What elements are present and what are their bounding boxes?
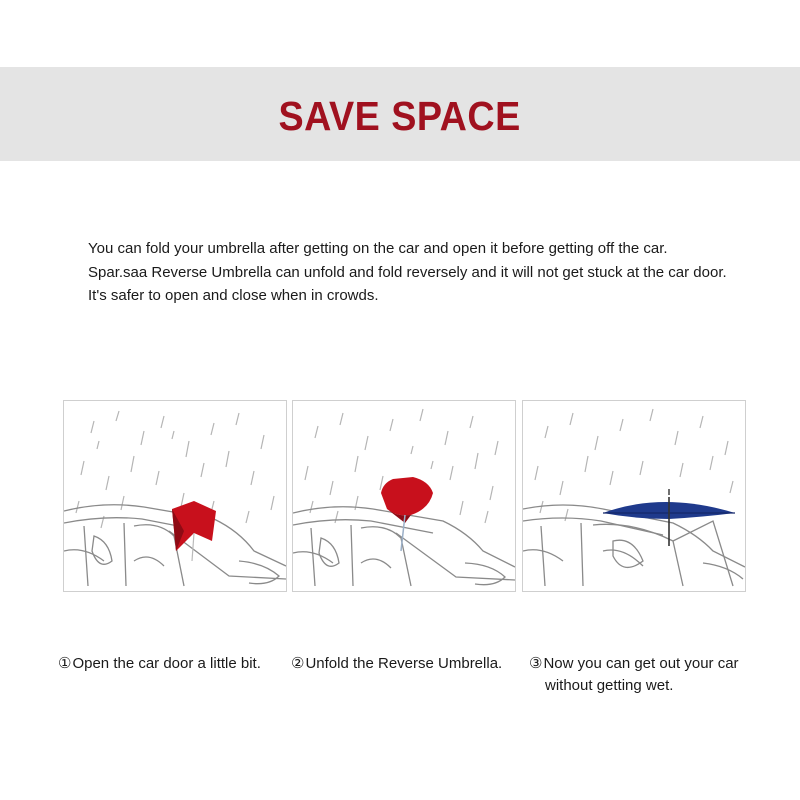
step-number: ③: [529, 655, 543, 672]
intro-text: [88, 237, 768, 308]
step-text-continued: without getting wet.: [545, 677, 674, 694]
title-banner: [0, 67, 800, 161]
umbrella-open-illustration: [523, 401, 745, 591]
step-3-illustration: [522, 400, 746, 592]
step-3-caption: [529, 653, 739, 697]
umbrella-icon: [381, 477, 433, 551]
step-text: Now you can get out your car: [543, 655, 739, 672]
step-2-caption: [291, 653, 502, 675]
step-number: ②: [291, 655, 305, 672]
car-door-umbrella-opening-illustration: [64, 401, 286, 591]
umbrella-icon: [603, 489, 735, 546]
step-text: Open the car door a little bit.: [72, 655, 261, 672]
step-1-illustration: [63, 400, 287, 592]
intro-line: It's safer to open and close when in crowds.: [88, 287, 379, 304]
rain-lines: [535, 409, 733, 521]
step-text: Unfold the Reverse Umbrella.: [305, 655, 503, 672]
umbrella-icon: [172, 501, 216, 561]
umbrella-unfolding-illustration: [293, 401, 515, 591]
page-title: SAVE SPACE: [278, 92, 522, 139]
step-1-caption: [58, 653, 261, 675]
step-2-illustration: [292, 400, 516, 592]
intro-line: You can fold your umbrella after getting on the car and open it before getting off the car.: [88, 240, 668, 257]
step-number: ①: [58, 655, 72, 672]
intro-line: Spar.saa Reverse Umbrella can unfold and fold reversely and it will not get stuck at the car door.: [88, 263, 727, 281]
